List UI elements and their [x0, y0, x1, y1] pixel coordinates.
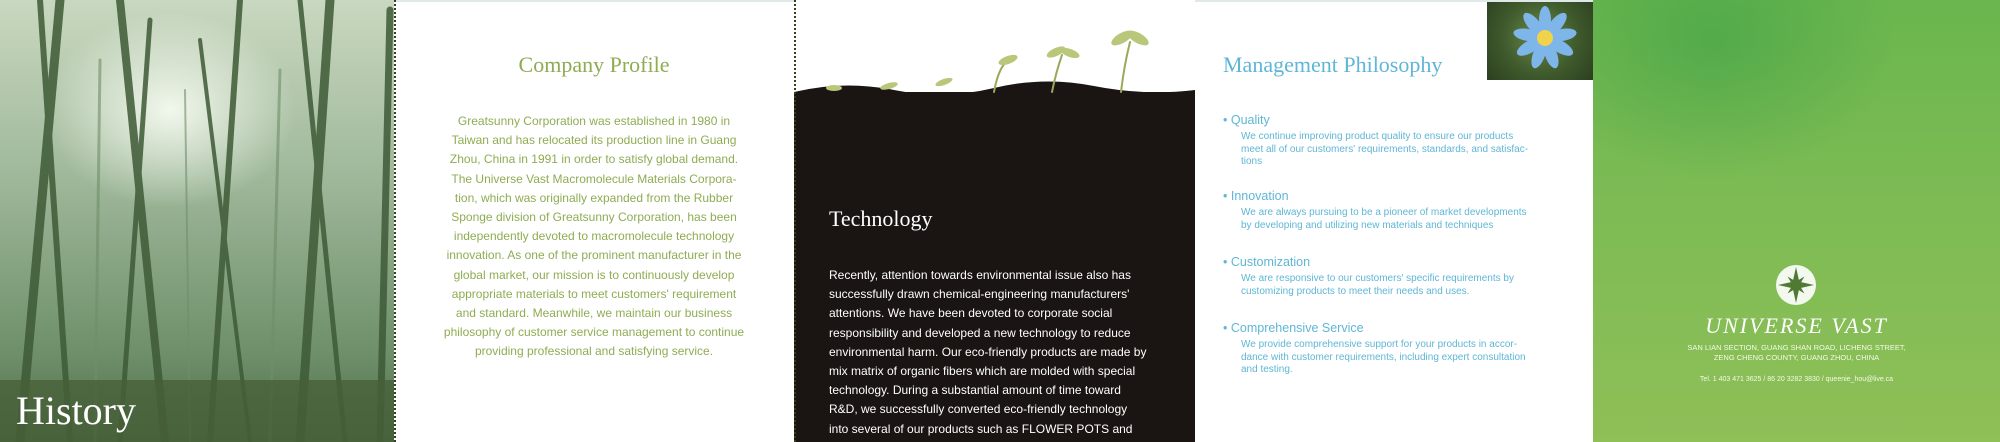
technology-line: attentions. We have been devoted to corporate social	[829, 306, 1113, 321]
philosophy-description	[1241, 273, 1553, 298]
profile-line: appropriate materials to meet customers' requirement	[451, 286, 737, 301]
philosophy-comprehensive-service	[1223, 321, 1553, 377]
contact-telephone: Tel. 1 403 471 3625 / 86 20 3282 3830 / queenie_hou@live.ca	[1699, 376, 1894, 383]
flower-icon	[1487, 2, 1593, 80]
description-line: We are always pursuing to be a pioneer of market developments	[1241, 207, 1527, 218]
description-line: dance with customer requirements, including expert consultation	[1241, 351, 1526, 363]
philosophy-quality	[1223, 113, 1553, 169]
description-line: customizing products to meet their needs and uses.	[1241, 285, 1470, 297]
description-line: We continue improving product quality to ensure our products	[1241, 131, 1514, 142]
technology-line: successfully drawn chemical-engineering manufacturers'	[829, 287, 1130, 302]
address-line: SAN LIAN SECTION, GUANG SHAN ROAD, LICHENG STREET,	[1687, 343, 1906, 352]
description-line: We provide comprehensive support for your products in accor-	[1241, 339, 1518, 350]
technology-line: Recently, attention towards environmental issue also has	[829, 268, 1131, 282]
address-line: ZENG CHENG COUNTY, GUANG ZHOU, CHINA	[1713, 353, 1880, 362]
brand-name: UNIVERSE VAST	[1705, 313, 1888, 338]
compass-logo-icon	[1773, 262, 1819, 308]
profile-line: Greatsunny Corporation was established in 1980 in	[457, 114, 731, 128]
philosophy-heading: • Innovation	[1223, 189, 1289, 203]
technology-line: into several of our products such as FLOWER POTS and	[829, 421, 1133, 436]
description-line: and testing.	[1241, 364, 1293, 375]
profile-line: Zhou, China in 1991 in order to satisfy global demand.	[449, 152, 739, 167]
profile-line: Sponge division of Greatsunny Corporation, has been	[451, 210, 737, 225]
bamboo-illustration	[0, 0, 394, 442]
philosophy-description	[1241, 131, 1553, 169]
profile-line: The Universe Vast Macromolecule Materials Corpora-	[451, 171, 737, 186]
technology-line: technology. During a substantial amount of time toward	[829, 383, 1121, 398]
philosophy-heading: • Comprehensive Service	[1223, 321, 1364, 335]
description-line: We are responsive to our customers' specific requirements by	[1241, 273, 1514, 284]
technology-line: responsibility and developed a new technology to reduce	[829, 325, 1131, 340]
technology-text	[829, 266, 1169, 439]
philosophy-heading: • Customization	[1223, 255, 1311, 269]
management-philosophy-title: Management Philosophy	[1223, 52, 1443, 77]
philosophy-description	[1241, 339, 1553, 377]
technology-line: R&D, we successfully converted eco-friendly technology	[829, 402, 1128, 417]
panel-management-philosophy	[1195, 0, 1593, 442]
fold-line	[394, 0, 396, 442]
philosophy-description	[1241, 207, 1553, 232]
flower-photo	[1487, 2, 1593, 80]
panel-company-profile	[394, 0, 794, 442]
technology-line: mix matrix of organic fibers which are molded with special	[829, 364, 1136, 379]
fold-line	[794, 0, 796, 442]
history-heading: History	[16, 388, 136, 433]
profile-line: tion, which was originally expanded from the Rubber	[454, 190, 734, 205]
profile-line: global market, our mission is to continuously develop	[453, 267, 735, 282]
profile-line: independently devoted to macromolecule technology	[453, 229, 735, 244]
technology-title: Technology	[829, 206, 933, 231]
seedlings-illustration	[794, 0, 1195, 170]
panel-technology	[794, 0, 1195, 442]
panel-history	[0, 0, 394, 442]
profile-line: and standard. Meanwhile, we maintain our business	[455, 306, 733, 321]
philosophy-heading: • Quality	[1223, 113, 1270, 127]
philosophy-customization	[1223, 255, 1553, 298]
company-profile-text	[430, 112, 758, 362]
description-line: by developing and utilizing new materials and techniques	[1241, 219, 1494, 231]
profile-line: philosophy of customer service management to continue	[443, 325, 745, 340]
profile-line: providing professional and satisfying service.	[474, 344, 714, 359]
panel-cover	[1593, 0, 2000, 442]
technology-line: environmental harm. Our eco-friendly products are made by	[829, 344, 1147, 359]
company-profile-title: Company Profile	[518, 52, 670, 77]
philosophy-innovation	[1223, 189, 1553, 232]
description-line: tions	[1241, 156, 1263, 167]
description-line: meet all of our customers' requirements, standards, and satisfac-	[1241, 143, 1529, 155]
profile-line: innovation. As one of the prominent manufacturer in the	[446, 248, 742, 263]
company-address	[1593, 343, 2000, 363]
profile-line: Taiwan and has relocated its production line in Guang	[451, 133, 737, 148]
